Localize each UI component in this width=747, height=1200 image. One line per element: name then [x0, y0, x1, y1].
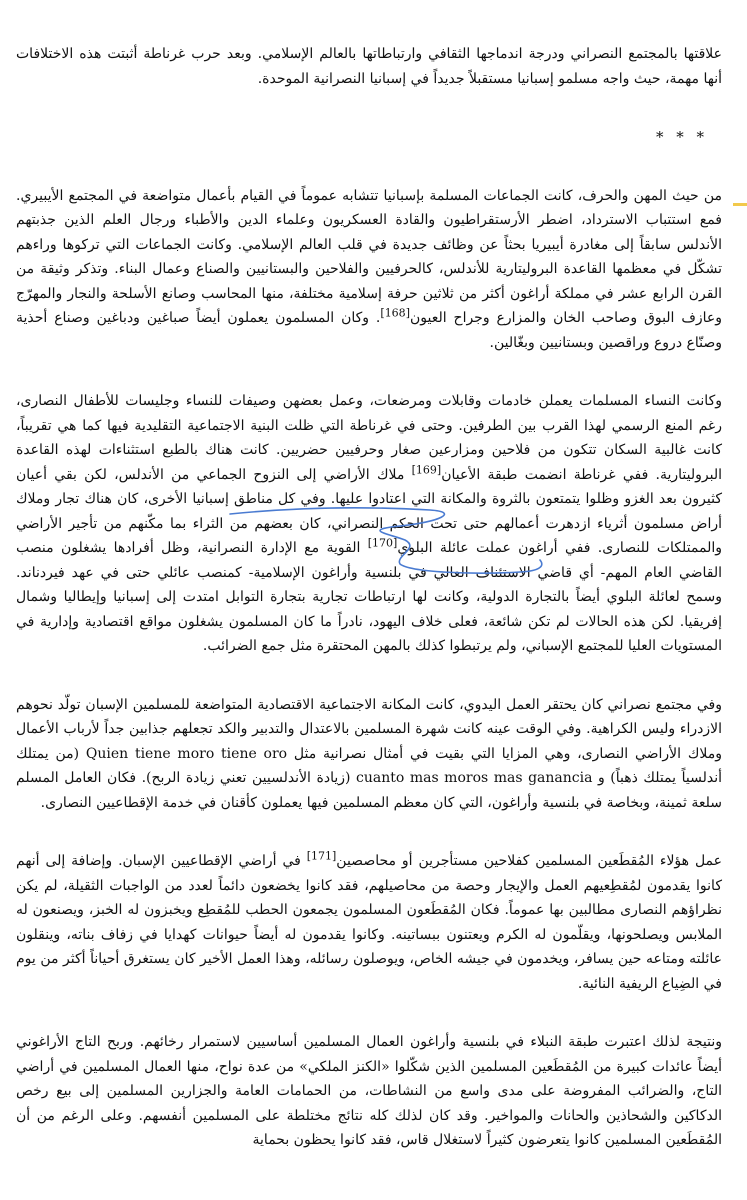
section-separator: * * *: [655, 128, 708, 146]
paragraph-4: [16, 693, 722, 816]
paragraph-6: [16, 1030, 722, 1153]
paragraph-5-text-a: عمل هؤلاء المُقطَعين المسلمين كفلاحين مستأجرين أو محاصصين: [336, 853, 722, 869]
paragraph-1-text: علاقتها بالمجتمع النصراني ودرجة اندماجها الثقافي وارتباطاتها بالعالم الإسلامي. وبعد حرب غرناطة أثبتت هذه الاختلافات أنها مهمة، حيث واجه مسلمو إسبانيا مستقبلاً جديداً في إسبانيا النصرانية الموحدة.: [16, 46, 722, 87]
paragraph-3-text-c: القوية مع الإدارة النصرانية، وظل أفرادها يشغلون منصب القاضي العام المهم- أي قاضي الاستئناف العالي في بلنسية وأراغون الإسلامية- كمنصب عائلي حتى في عهد فيردناند. وسمح لعائلة البلوي أيضاً بالتجارة الدولية، وكانت لها ارتباطات تجارية بتجارة التوابل امتدت إلى إسبانيا وإيطاليا وشمال إفريقيا. لكن هذه الحالات لم تكن شائعة، فعلى خلاف اليهود، نادراً ما كان المسلمون يشغلون مواقع اقتصادية وإدارية في المستويات العليا للمجتمع الإسباني، ولم يرتبطوا كذلك بالمهن المحتقرة مثل جمع الضرائب.: [16, 540, 722, 654]
edge-highlight-mark: [733, 203, 747, 206]
paragraph-5: [16, 849, 722, 996]
spanish-proverb-1: Quien tiene moro tiene oro: [85, 745, 288, 762]
paragraph-1: [16, 42, 722, 91]
footnote-ref-169[interactable]: [169]: [411, 462, 442, 476]
paragraph-3-text-b: ملاك الأراضي إلى النزوح الجماعي من الأندلس، لكن بقي أعيان كثيرون بعد الغزو وظلوا يتمتعون بالثروة والمكانة التي اعتادوا عليها. وفي كل مناطق إسبانيا الأخرى، كان هناك تجار وملاك أراض مسلمون أثرياء ازدهرت أعمالهم حتى تحت الحكم النصراني، كان بعضهم من الثراء بما مكّنهم من تأجير الأراضي والممتلكات للنصارى. ففي أراغون عملت عائلة البلوي: [16, 466, 722, 556]
spanish-proverb-2: cuanto mas moros mas ganancia: [356, 770, 593, 786]
paragraph-2-text-b: . وكان المسلمون يعملون أيضاً صباغين ودباغين وصناع أحذية وصنّاع دروع وراقصين وبستانيين وبغّالين.: [16, 310, 722, 351]
paragraph-2: [16, 184, 722, 356]
paragraph-3-text-a: وكانت النساء المسلمات يعملن خادمات وقابلات ومرضعات، وعمل بعضهن وصيفات للنساء وجليسات للأطفال النصارى، رغم المنع الرسمي لهذا القرب بين الطرفين. وحتى في غرناطة التي ظلت البنية الاجتماعية التقليدية فيها كما هي تقريباً، كانت غالبية السكان تتكون من فلاحين ومزارعين صغار وحرفيين حضريين. كانت هناك بالطبع استثناءات لهذه القاعدة البروليتارية. ففي غرناطة انضمت طبقة الأعيان: [16, 393, 723, 483]
text-column: [16, 42, 722, 1187]
paragraph-3: [16, 389, 722, 659]
footnote-ref-168[interactable]: [168]: [380, 306, 410, 320]
footnote-ref-170[interactable]: [170]: [367, 536, 398, 550]
paragraph-2-text-a: من حيث المهن والحرف، كانت الجماعات المسلمة بإسبانيا تتشابه عموماً في القيام بأعمال متواضعة في المجتمع الأيبيري. فمع استتباب الاسترداد، اضطر الأرستقراطيون والقادة العسكريون وعلماء الدين والأطباء ورجال العلم الذين جذبتهم الأندلس سابقاً إلى مغادرة أيبيريا بحثاً عن وظائف جديدة في قلب العالم الإسلامي. وكانت الجماعات التي تركوها وراءهم تشكّل في معظمها القاعدة البروليتارية للأندلس، كالحرفيين والفلاحين والبستانيين والصناع وعمال البناء. وتذكر وثيقة من القرن الرابع عشر في مملكة أراغون أكثر من ثلاثين حرفة إسلامية مختلفة، منها المحاسب وصانع الأسلحة والنجار والمهرّج وعازف البوق وصاحب الخان والمزارع وجراح العيون: [16, 187, 722, 326]
paragraph-6-text: ونتيجة لذلك اعتبرت طبقة النبلاء في بلنسية وأراغون العمال المسلمين أساسيين لاستمرار رخائهم. وربح التاج الأراغوني أيضاً عائدات كبيرة من المُقطَعين المسلمين الذين شكّلوا «الكنز الملكي» من عدة نواح، منها العمال المسلمين في أراضي التاج، والضرائب المفروضة على مدى واسع من النشاطات، من الحمامات العامة والجزارين المسلمين إلى بيع رخص الدكاكين والشحاذين والحانات والمواخير. وقد كان لذلك كله نتائج مختلطة على المسلمين أنفسهم. وعلى الرغم من أن المُقطَعين المسلمين كانوا يتعرضون كثيراً لاستغلال قاس، فقد كانوا يحظون بحماية: [16, 1034, 722, 1148]
paragraph-4-text-c: (زيادة الأندلسيين تعني زيادة الربح). فكان العامل المسلم سلعة ثمينة، وبخاصة في بلنسية وأراغون، التي كان معظم المسلمين فيها يعملون كأقنان في خدمة الإقطاعيين النصارى.: [16, 770, 722, 811]
footnote-ref-171[interactable]: [171]: [306, 849, 337, 863]
paragraph-4-text-a: وفي مجتمع نصراني كان يحتقر العمل اليدوي، كانت المكانة الاجتماعية الاقتصادية المتواضعة للمسلمين الإسبان تولّد نحوهم الازدراء وليس الكراهية. وفي الوقت عينه كانت شهرة المسلمين بالاعتدال والتدبير والكد تجعلهم جذابين جداً لأرباب الأعمال وملاك الأراضي النصارى، وهي المزايا التي بقيت في أمثال نصرانية مثل: [16, 696, 723, 762]
paragraph-5-text-b: في أراضي الإقطاعيين الإسبان. وإضافة إلى أنهم كانوا يقدمون لمُقطِعيهم العمل والإيجار وحصة من محاصيلهم، فقد كانوا يخضعون دائماً لعدد من الواجبات الثقيلة، لم يكن نظراؤهم النصارى مطالبين بها عموماً. فكان المُقطَعون المسلمون يجمعون الحطب للمُقطِع ويخبزون له الخبز، ويصنعون له الملابس ويصلحونها، ويقلّمون له الكرم ويعتنون ببساتينه. وكانوا يقدمون له أيضاً حيوانات كهدايا في زفاف بناته، وينقلون عائلته ومتاعه حين يسافر، ويخدمون في جيشه الخاص، ويوصلون رسائله، وهذا العمل الأخير كان يستغرق أحياناً أكثر من يوم في الضِياع الريفية النائية.: [16, 853, 722, 992]
paragraph-4-text-b: (من يمتلك أندلسياً يمتلك ذهباً) و: [16, 745, 722, 786]
